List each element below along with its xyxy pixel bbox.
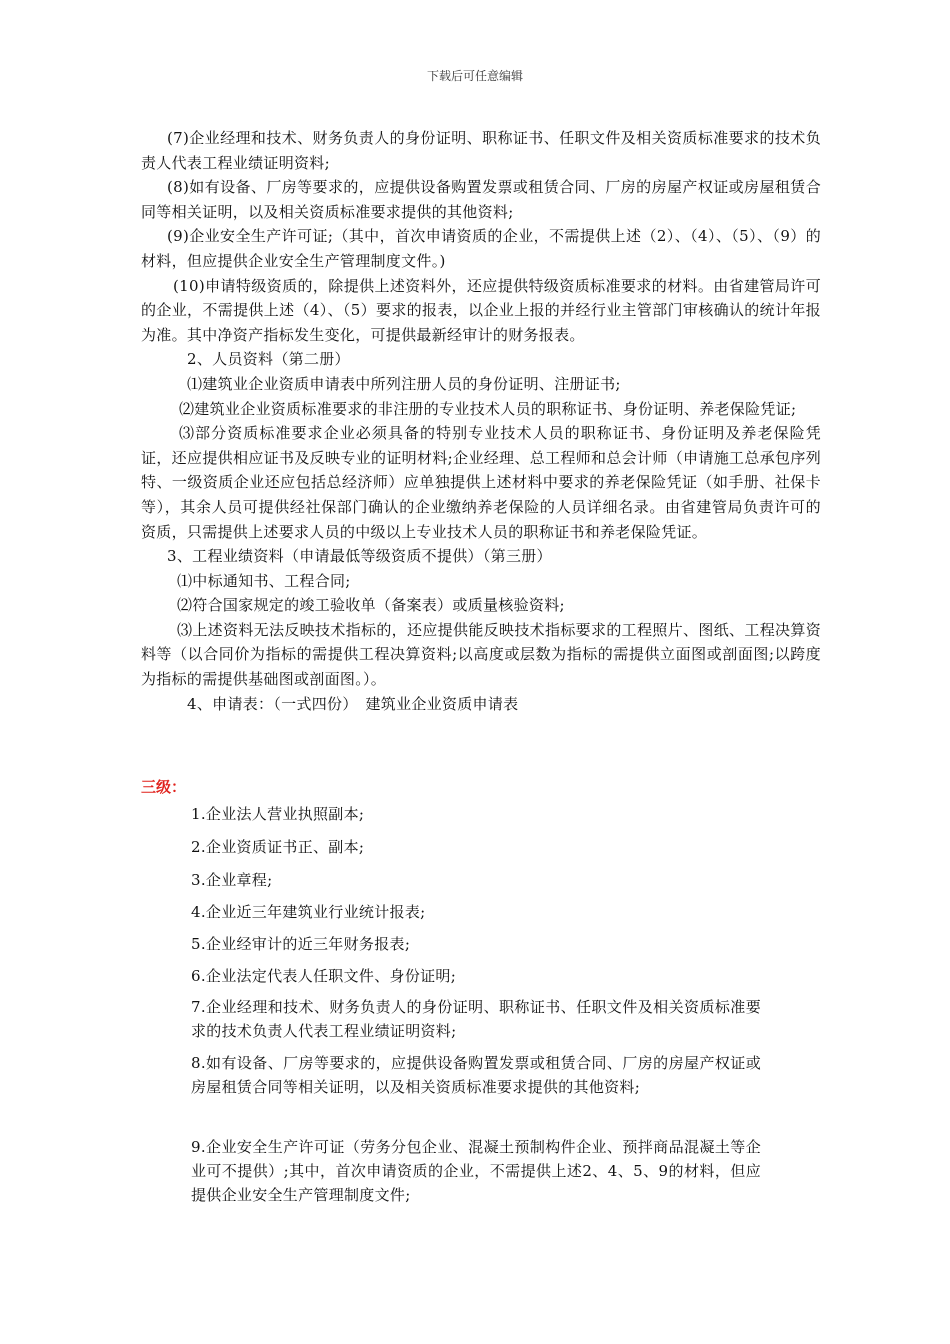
- paragraph-personnel-3: ⑶部分资质标准要求企业必须具备的特别专业技术人员的职称证书、身份证明及养老保险凭证，还应提供相应证书及反映专业的证明材料;企业经理、总工程师和总会计师（申请施工总承包序列特、一级资质企业还应包括总经济师）应单独提供上述材料中要求的养老保险凭证（如手册、社保卡等），其余人员可提供经社保部门确认的企业缴纳养老保险的人员详细名录。由省建管局负责许可的资质，只需提供上述要求人员的中级以上专业技术人员的职称证书和养老保险凭证。: [141, 424, 821, 541]
- list-item-9: [191, 1135, 761, 1207]
- list-item-text: 9.企业安全生产许可证（劳务分包企业、混凝土预制构件企业、预拌商品混凝土等企业可不提供）;其中，首次申请资质的企业，不需提供上述2、4、5、9的材料，但应提供企业安全生产管理制度文件;: [191, 1138, 761, 1204]
- paragraph-performance-2: ⑵符合国家规定的竣工验收单（备案表）或质量核验资料;: [177, 596, 565, 615]
- list-item-5: [191, 932, 761, 956]
- list-item-text: 3.企业章程;: [191, 871, 273, 889]
- list-item-1: [191, 802, 761, 826]
- heading-application-form: 4、申请表：（一式四份） 建筑业企业资质申请表: [187, 694, 519, 713]
- paragraph-performance-3: ⑶上述资料无法反映技术指标的，还应提供能反映技术指标要求的工程照片、图纸、工程决算资料等（以合同价为指标的需提供工程决算资料;以高度或层数为指标的需提供立面图或剖面图;以跨度为指标的需提供基础图或剖面图。）。: [141, 620, 821, 689]
- list-item-2: [191, 835, 761, 859]
- list-item-4: [191, 900, 761, 924]
- list-item-text: 4.企业近三年建筑业行业统计报表;: [191, 903, 426, 921]
- list-item-8: [191, 1051, 761, 1099]
- paragraph-personnel-1: ⑴建筑业企业资质申请表中所列注册人员的身份证明、注册证书;: [187, 374, 621, 393]
- paragraph-item-7: (7)企业经理和技术、财务负责人的身份证明、职称证书、任职文件及相关资质标准要求的技术负责人代表工程业绩证明资料;: [141, 129, 821, 172]
- list-item-text: 7.企业经理和技术、财务负责人的身份证明、职称证书、任职文件及相关资质标准要求的技术负责人代表工程业绩证明资料;: [191, 998, 761, 1040]
- list-item-text: 5.企业经审计的近三年财务报表;: [191, 935, 411, 953]
- heading-performance: 3、工程业绩资料（申请最低等级资质不提供）（第三册）: [167, 547, 552, 566]
- paragraph-performance-1: ⑴中标通知书、工程合同;: [177, 571, 351, 590]
- list-item-text: 8.如有设备、厂房等要求的，应提供设备购置发票或租赁合同、厂房的房屋产权证或房屋租赁合同等相关证明，以及相关资质标准要求提供的其他资料;: [191, 1054, 761, 1096]
- list-item-text: 2.企业资质证书正、副本;: [191, 838, 365, 856]
- paragraph-item-10: (10)申请特级资质的，除提供上述资料外，还应提供特级资质标准要求的材料。由省建管局许可的企业，不需提供上述（4）、（5）要求的报表，以企业上报的并经行业主管部门审核确认的统计年报为准。其中净资产指标发生变化，可提供最新经审计的财务报表。: [141, 276, 821, 344]
- level-three-heading: 三级：: [141, 778, 187, 796]
- list-item-text: 1.企业法人营业执照副本;: [191, 805, 365, 823]
- list-item-6: [191, 964, 761, 988]
- list-item-3: [191, 868, 761, 892]
- list-item-text: 6.企业法定代表人任职文件、身份证明;: [191, 967, 457, 985]
- document-body-section: [141, 126, 821, 716]
- paragraph-item-9: (9)企业安全生产许可证;（其中，首次申请资质的企业，不需提供上述（2）、（4）、（5）、（9）的材料，但应提供企业安全生产管理制度文件。): [141, 227, 821, 270]
- list-item-7: [191, 995, 761, 1043]
- paragraph-item-8: (8)如有设备、厂房等要求的，应提供设备购置发票或租赁合同、厂房的房屋产权证或房屋租赁合同等相关证明，以及相关资质标准要求提供的其他资料;: [141, 178, 821, 221]
- heading-personnel: 2、人员资料（第二册）: [187, 350, 350, 369]
- page-header: 下载后可任意编辑: [426, 69, 523, 83]
- paragraph-personnel-2: ⑵建筑业企业资质标准要求的非注册的专业技术人员的职称证书、身份证明、养老保险凭证;: [179, 399, 797, 418]
